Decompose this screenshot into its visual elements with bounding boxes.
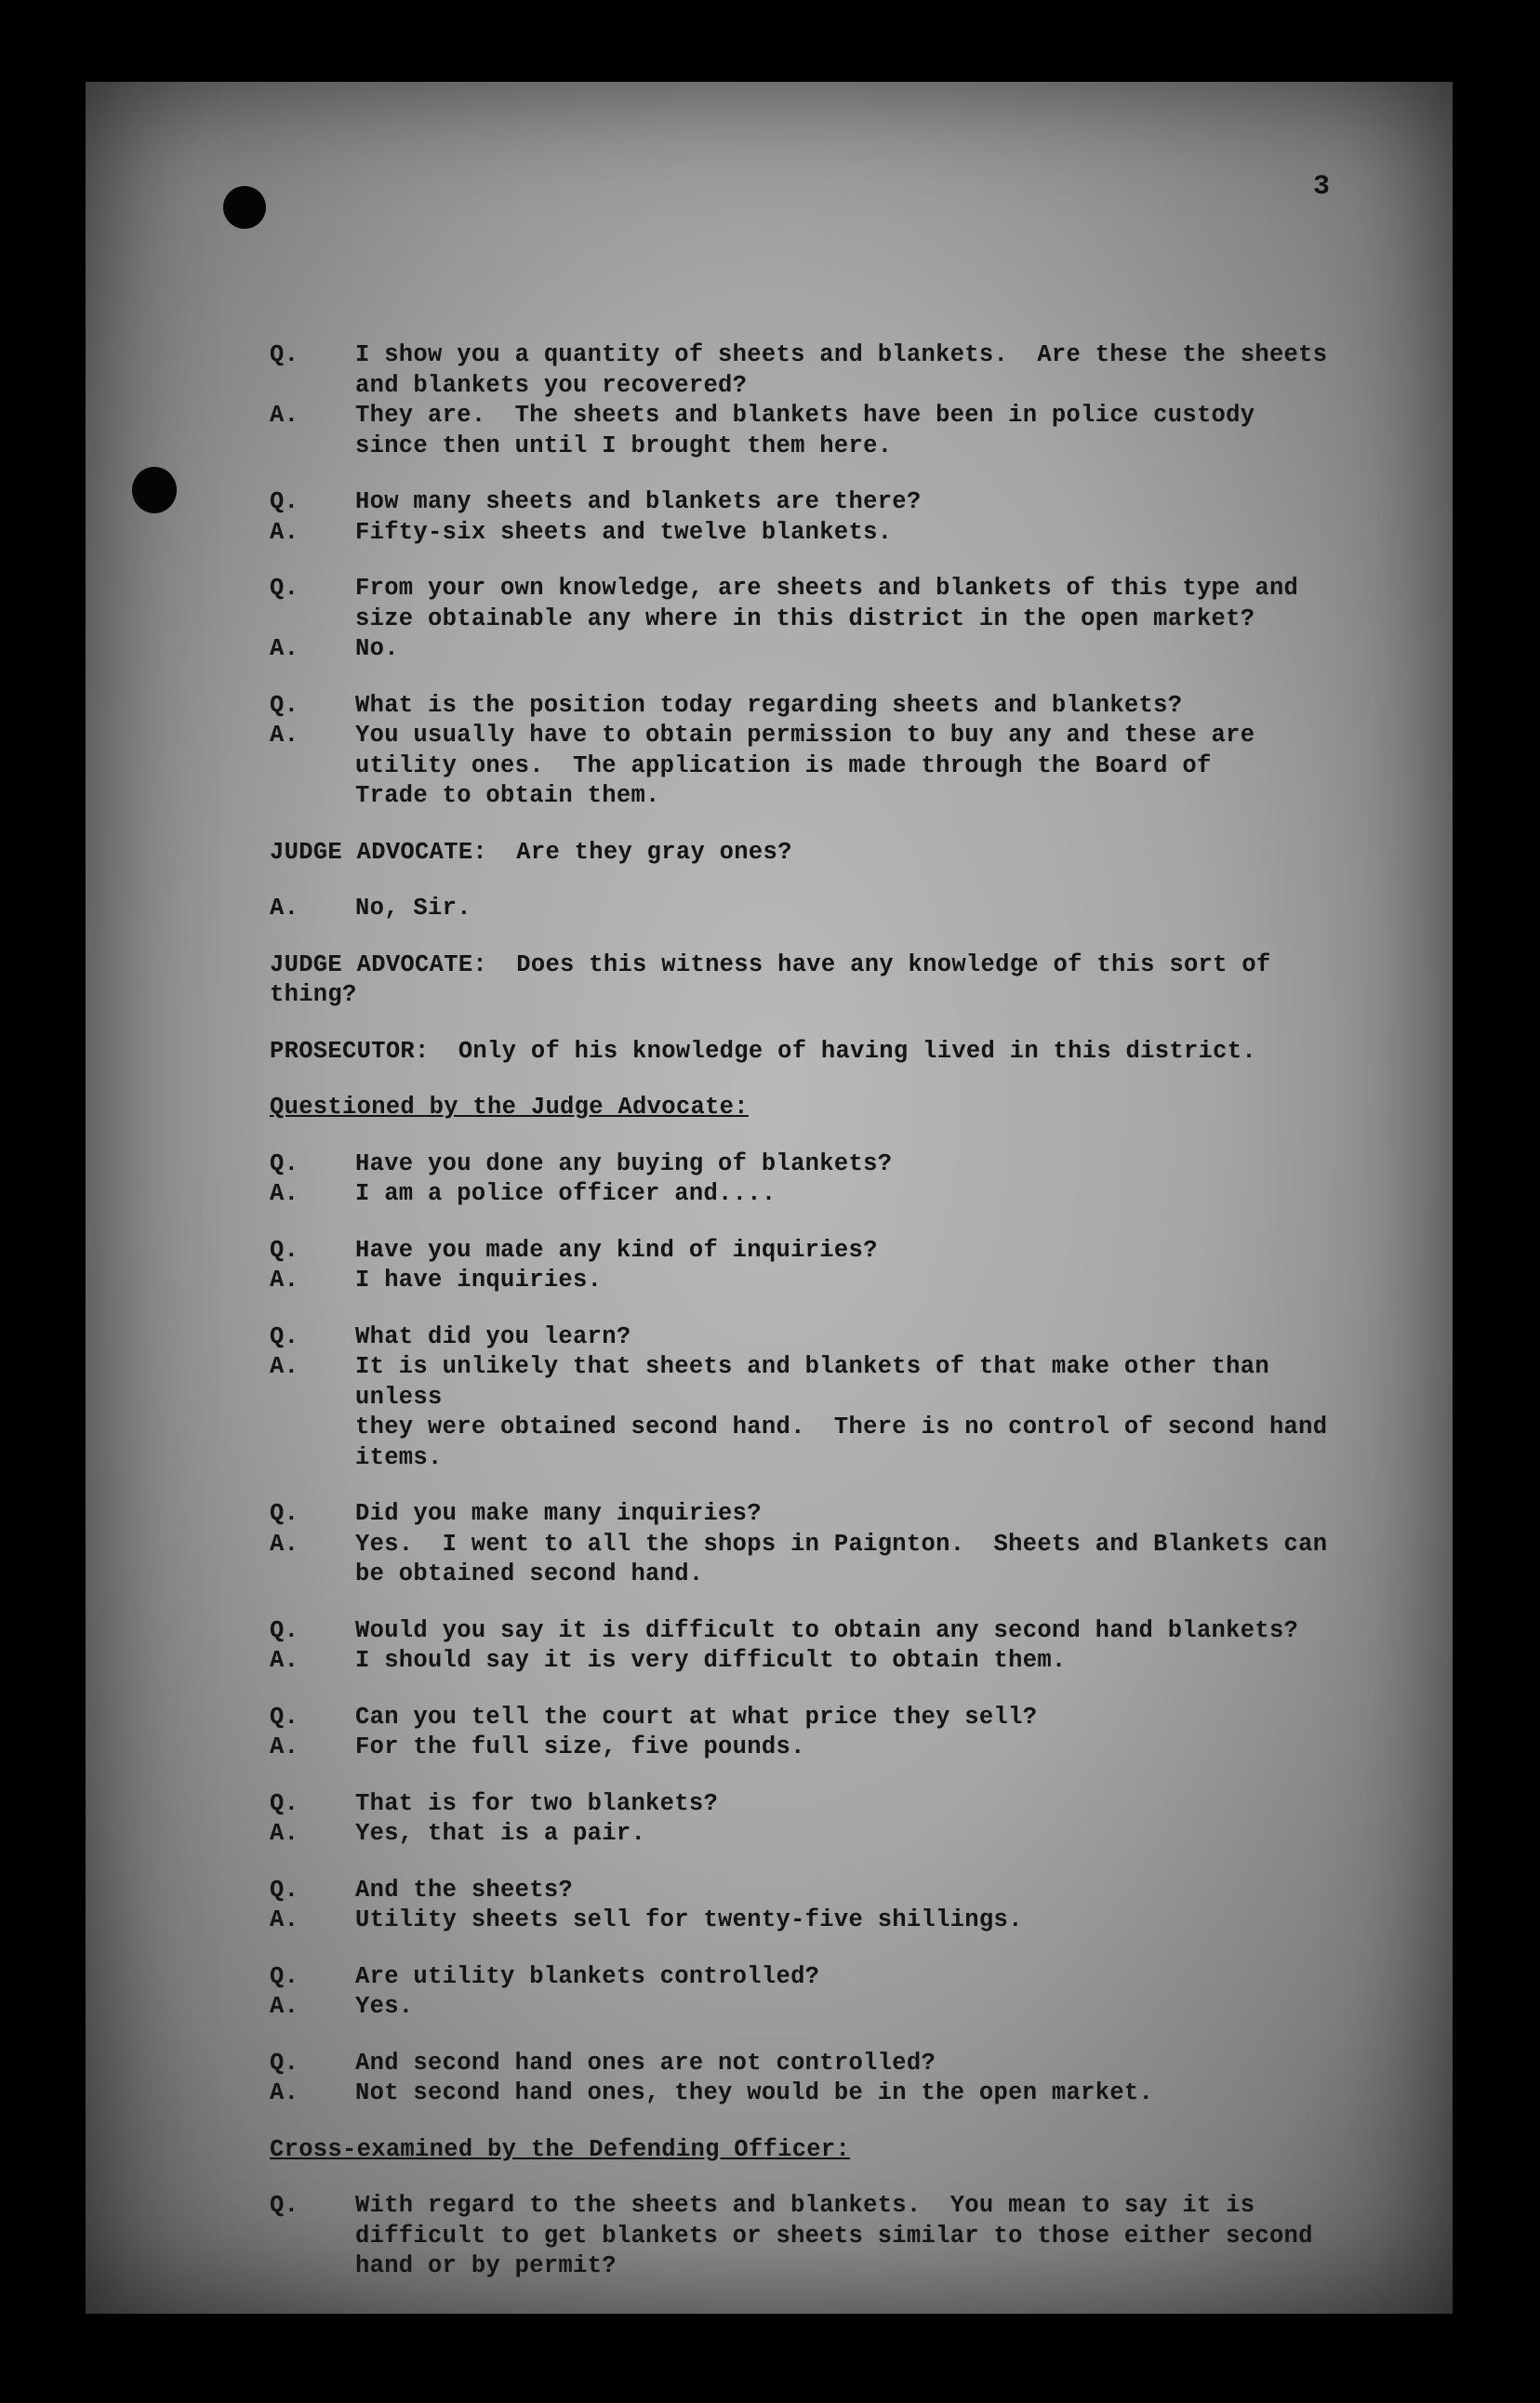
answer-line (270, 1819, 1367, 1850)
answer-line (270, 1905, 1367, 1936)
qa-label: A. (270, 635, 299, 662)
qa-text: Yes, that is a pair. (355, 1820, 646, 1847)
punch-hole-top (223, 186, 266, 229)
qa-label: Q. (270, 1616, 299, 1644)
qa-text: And second hand ones are not controlled? (355, 2049, 936, 2077)
qa-text: What is the position today regarding sheets and blankets? (355, 691, 1183, 719)
qa-label: Q. (270, 1500, 299, 1527)
qa-text: From your own knowledge, are sheets and blankets of this type and size obtainable any where in this district in the open market? (355, 575, 1299, 632)
answer-line (270, 1266, 1367, 1296)
qa-text: Fifty-six sheets and twelve blankets. (355, 518, 893, 546)
qa-label: Q. (270, 2049, 299, 2077)
qa-label: Q. (270, 488, 299, 515)
qa-label: A. (270, 518, 299, 546)
qa-text: Not second hand ones, they would be in the open market. (355, 2079, 1154, 2106)
question-line (270, 1876, 1367, 1906)
answer-line (270, 1992, 1367, 2023)
qa-text: It is unlikely that sheets and blankets of that make other than unless they were obtained second hand. There is no control of second hand items. (355, 1353, 1328, 1471)
question-line (270, 1789, 1367, 1820)
question-line (270, 1616, 1367, 1647)
qa-label: A. (270, 402, 299, 429)
qa-text: Would you say it is difficult to obtain any second hand blankets? (355, 1616, 1299, 1644)
speaker-line: JUDGE ADVOCATE: Does this witness have any knowledge of this sort of thing? (270, 950, 1286, 1008)
answer-line (270, 2078, 1367, 2109)
qa-block (270, 1789, 1367, 1850)
speaker-line: PROSECUTOR: Only of his knowledge of having lived in this district. (270, 1037, 1256, 1065)
qa-label: A. (270, 1267, 299, 1294)
question-line (270, 1499, 1367, 1530)
qa-label: Q. (270, 1789, 299, 1817)
qa-block (270, 487, 1367, 548)
question-line (270, 487, 1367, 518)
qa-text: Have you done any buying of blankets? (355, 1149, 893, 1177)
qa-text: Have you made any kind of inquiries? (355, 1236, 878, 1264)
qa-text: You usually have to obtain permission to buy any and these are utility ones. The application is made through the Board of Trade to obtain them. (355, 722, 1255, 809)
qa-block (270, 1236, 1367, 1296)
qa-text: For the full size, five pounds. (355, 1733, 805, 1760)
speaker-line: JUDGE ADVOCATE: Are they gray ones? (270, 838, 792, 866)
qa-block (270, 691, 1367, 812)
page-number: 3 (1312, 171, 1330, 203)
document-page (86, 82, 1453, 2314)
qa-label: A. (270, 895, 299, 922)
qa-label: Q. (270, 341, 299, 368)
qa-label: A. (270, 1353, 299, 1380)
qa-text: Yes. I went to all the shops in Paignton. Sheets and Blankets can be obtained second hand. (355, 1530, 1328, 1587)
qa-text: Did you make many inquiries? (355, 1500, 762, 1527)
qa-block (270, 340, 1367, 461)
qa-text: No, Sir. (355, 895, 471, 922)
section-heading: Cross-examined by the Defending Officer: (270, 2135, 851, 2163)
qa-block (270, 1149, 1367, 1210)
qa-text: And the sheets? (355, 1876, 574, 1904)
qa-label: Q. (270, 1962, 299, 1990)
answer-line (270, 1530, 1367, 1590)
answer-line (270, 634, 1367, 665)
qa-label: A. (270, 1993, 299, 2020)
qa-label: Q. (270, 575, 299, 602)
answer-line (270, 518, 1367, 549)
qa-block (270, 894, 1367, 924)
qa-label: A. (270, 1647, 299, 1674)
question-line (270, 2049, 1367, 2079)
qa-text: What did you learn? (355, 1322, 631, 1350)
qa-block (270, 1322, 1367, 1474)
section-heading: Questioned by the Judge Advocate: (270, 1094, 749, 1121)
qa-label: Q. (270, 1322, 299, 1350)
qa-label: A. (270, 2079, 299, 2106)
qa-block (270, 1876, 1367, 1936)
qa-text: I am a police officer and.... (355, 1180, 777, 1207)
answer-line (270, 1646, 1367, 1677)
punch-hole-middle (132, 467, 177, 513)
qa-label: A. (270, 1180, 299, 1207)
qa-block (270, 2191, 1367, 2282)
qa-block (270, 1962, 1367, 2023)
answer-line (270, 1179, 1367, 1210)
qa-text: I should say it is very difficult to obtain them. (355, 1647, 1067, 1674)
qa-label: A. (270, 1906, 299, 1933)
qa-label: Q. (270, 1149, 299, 1177)
qa-block (270, 1616, 1367, 1677)
question-line (270, 1962, 1367, 1993)
question-line (270, 1236, 1367, 1267)
qa-text: They are. The sheets and blankets have been in police custody since then until I brought them here. (355, 402, 1255, 459)
qa-block (270, 2049, 1367, 2109)
question-line (270, 2191, 1367, 2282)
transcript-body (270, 340, 1367, 2308)
qa-label: A. (270, 1733, 299, 1760)
question-line (270, 574, 1367, 634)
qa-label: Q. (270, 691, 299, 719)
qa-text: No. (355, 635, 399, 662)
qa-label: Q. (270, 2192, 299, 2219)
qa-text: Are utility blankets controlled? (355, 1962, 820, 1990)
question-line (270, 691, 1367, 722)
answer-line (270, 401, 1367, 461)
answer-line (270, 1733, 1367, 1763)
question-line (270, 1703, 1367, 1733)
qa-text: That is for two blankets? (355, 1789, 719, 1817)
question-line (270, 1149, 1367, 1180)
qa-text: Yes. (355, 1993, 414, 2020)
qa-label: Q. (270, 1876, 299, 1904)
answer-line (270, 721, 1367, 812)
qa-text: With regard to the sheets and blankets. You mean to say it is difficult to get blankets or sheets similar to those either second hand or by permit? (355, 2192, 1313, 2279)
question-line (270, 340, 1367, 401)
qa-text: I show you a quantity of sheets and blankets. Are these the sheets and blankets you recovered? (355, 341, 1328, 399)
answer-line (270, 894, 1367, 924)
qa-label: Q. (270, 1703, 299, 1731)
qa-text: Utility sheets sell for twenty-five shillings. (355, 1906, 1023, 1933)
qa-text: I have inquiries. (355, 1267, 603, 1294)
qa-block (270, 1499, 1367, 1590)
qa-label: Q. (270, 1236, 299, 1264)
qa-block (270, 574, 1367, 665)
answer-line (270, 1352, 1367, 1473)
qa-label: A. (270, 1820, 299, 1847)
qa-label: A. (270, 1530, 299, 1558)
qa-label: A. (270, 722, 299, 749)
question-line (270, 1322, 1367, 1353)
qa-text: How many sheets and blankets are there? (355, 488, 922, 515)
qa-text: Can you tell the court at what price they sell? (355, 1703, 1038, 1731)
qa-block (270, 1703, 1367, 1763)
